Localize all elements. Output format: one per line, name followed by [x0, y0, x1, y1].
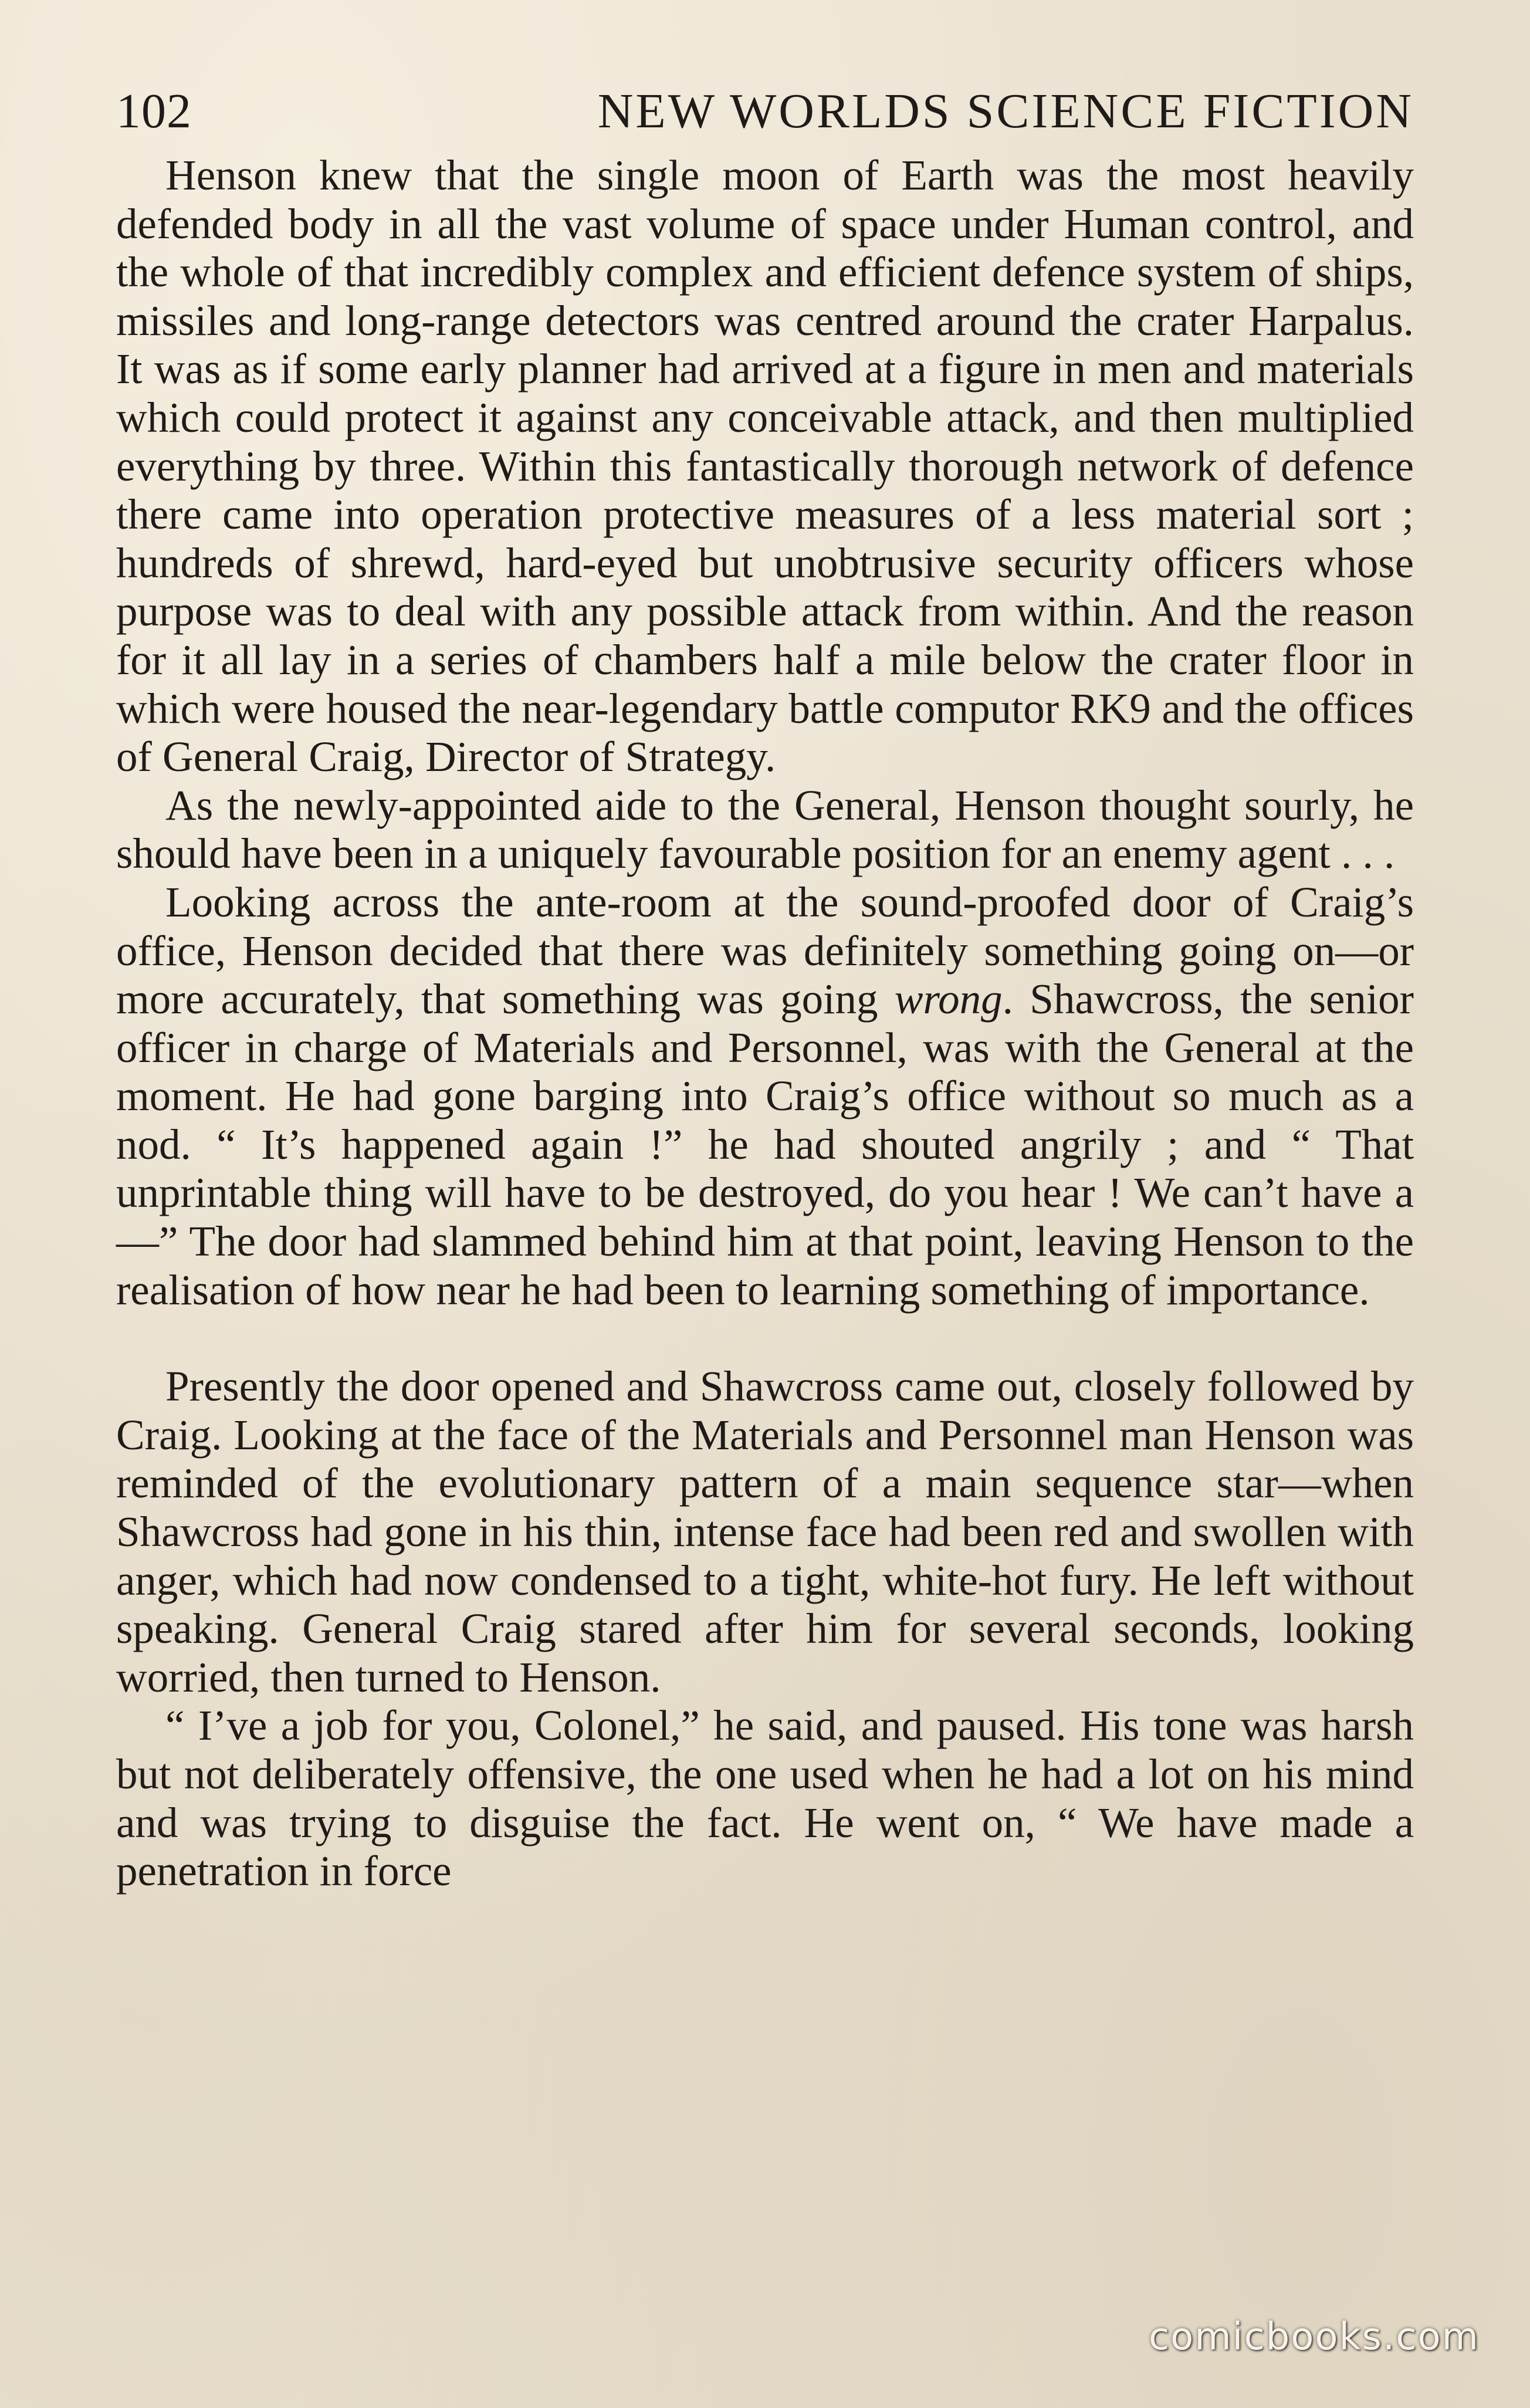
running-head: [116, 82, 1414, 141]
page-number: 102: [116, 84, 192, 138]
paragraph: Presently the door opened and Shawcross came out, closely followed by Craig. Looking at the face of the Materials and Personnel man Henson was reminded of the evolutionary pattern of a main sequence star—when Shawcross had gone in his thin, intense face had been red and swollen with anger, which had now condensed to a tight, white-hot fury. He left without speaking. General Craig stared after him for several seconds, looking worried, then turned to Henson.: [116, 1362, 1414, 1701]
body-text: [116, 151, 1414, 1896]
watermark: comicbooks.com: [1148, 2315, 1480, 2359]
book-page: [116, 82, 1414, 2370]
magazine-title: NEW WORLDS SCIENCE FICTION: [597, 84, 1414, 138]
emphasis: wrong: [894, 975, 1003, 1023]
paragraph: Henson knew that the single moon of Earth was the most heavily defended body in all the vast volume of space under Human control, and the whole of that incredibly complex and efficient defence system of ships, missiles and long-range detectors was centred around the crater Harpalus. It was as if some early planner had arrived at a figure in men and materials which could protect it against any conceivable attack, and then multiplied everything by three. Within this fantastically thorough network of defence there came into operation protective measures of a less material sort ; hundreds of shrewd, hard-eyed but unobtrusive security officers whose purpose was to deal with any possible attack from within. And the reason for it all lay in a series of chambers half a mile below the crater floor in which were housed the near-legendary battle computor RK9 and the offices of General Craig, Director of Strategy.: [116, 151, 1414, 781]
paragraph: As the newly-appointed aide to the General, Henson thought sourly, he should have been in a uniquely favourable position for an enemy agent . . .: [116, 781, 1414, 878]
paragraph: “ I’ve a job for you, Colonel,” he said, and paused. His tone was harsh but not deliberately offensive, the one used when he had a lot on his mind and was trying to disguise the fact. He went on, “ We have made a penetration in force: [116, 1702, 1414, 1895]
paragraph: Looking across the ante-room at the sound-proofed door of Craig’s office, Henson decided that there was definitely something going on—or more accurately, that something was going wrong. Shawcross, the senior officer in charge of Materials and Personnel, was with the General at the moment. He had gone barging into Craig’s office without so much as a nod. “ It’s happened again !” he had shouted angrily ; and “ That unprintable thing will have to be destroyed, do you hear ! We can’t have a—” The door had slammed behind him at that point, leaving Henson to the realisation of how near he had been to learning something of importance.: [116, 878, 1414, 1314]
